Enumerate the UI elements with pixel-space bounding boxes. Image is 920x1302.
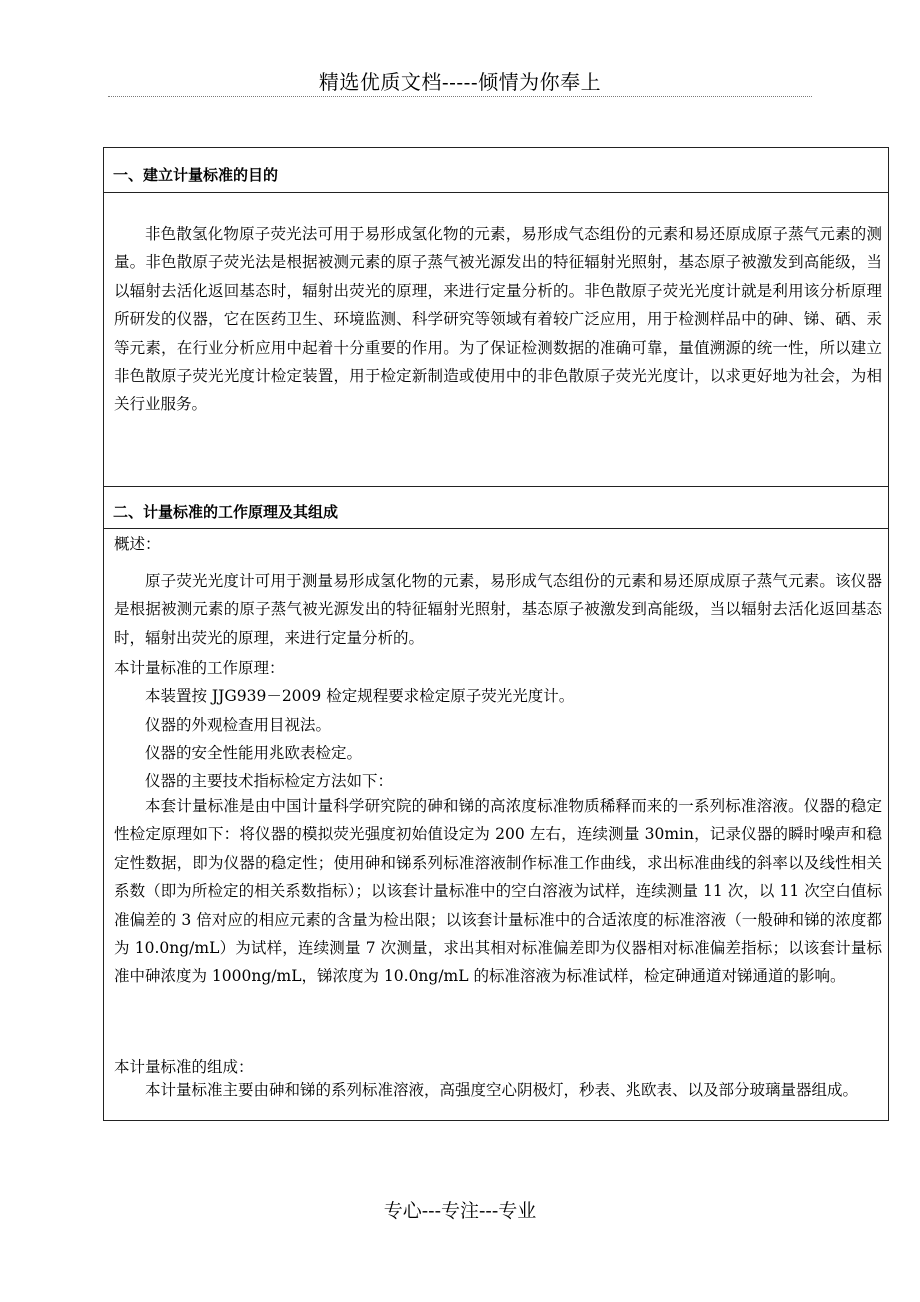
composition-body: 本计量标准主要由砷和锑的系列标准溶液，高强度空心阴极灯，秒表、兆欧表、以及部分玻璃量器组成。	[145, 1081, 859, 1099]
section1-title: 一、建立计量标准的目的	[113, 166, 279, 184]
header-rule	[108, 96, 812, 97]
section2-title: 二、计量标准的工作原理及其组成	[113, 503, 339, 521]
overview-label: 概述：	[114, 535, 161, 553]
document-table	[103, 147, 889, 1121]
principle-line-3: 仪器的安全性能用兆欧表检定。	[145, 744, 363, 762]
composition-label: 本计量标准的组成：	[114, 1058, 254, 1076]
section-divider	[104, 486, 888, 487]
overview-body: 原子荧光光度计可用于测量易形成氢化物的元素，易形成气态组份的元素和易还原成原子蒸气元素。该仪器是根据被测元素的原子蒸气被光源发出的特征辐射光照射，基态原子被激发到高能级，当以辐射去活化返回基态时，辐射出荧光的原理，来进行定量分析的。	[114, 572, 882, 647]
section1-title-divider	[104, 192, 888, 193]
principle-line-2: 仪器的外观检查用目视法。	[145, 716, 332, 734]
section1-body: 非色散氢化物原子荧光法可用于易形成氢化物的元素，易形成气态组份的元素和易还原成原子蒸气元素的测量。非色散原子荧光法是根据被测元素的原子蒸气被光源发出的特征辐射光照射，基态原子被激发到高能级，当以辐射去活化返回基态时，辐射出荧光的原理，来进行定量分析的。非色散原子荧光光度计就是利用该分析原理所研发的仪器，它在医药卫生、环境监测、科学研究等领域有着较广泛应用，用于检测样品中的砷、锑、硒、汞等元素，在行业分析应用中起着十分重要的作用。为了保证检测数据的准确可靠，量值溯源的统一性，所以建立非色散原子荧光光度计检定装置，用于检定新制造或使用中的非色散原子荧光光度计，以求更好地为社会，为相关行业服务。	[114, 225, 882, 414]
section2-title-divider	[104, 528, 888, 529]
principle-body: 本套计量标准是由中国计量科学研究院的砷和锑的高浓度标准物质稀释而来的一系列标准溶液。仪器的稳定性检定原理如下：将仪器的模拟荧光强度初始值设定为 200 左右，连续测量 30min，记录仪器的瞬时噪声和稳定性数据，即为仪器的稳定性；使用砷和锑系列标准溶液制作标准工作曲线，求出标准曲线的斜率以及线性相关系数（即为所检定的相关系数指标）；以该套计量标准中的空白溶液为试样，连续测量 11 次，以 11 次空白值标准偏差的 3 倍对应的相应元素的含量为检出限；以该套计量标准中的合适浓度的标准溶液（一般砷和锑的浓度都为 10.0ng/mL）为试样，连续测量 7 次测量，求出其相对标准偏差即为仪器相对标准偏差指标；以该套计量标准中砷浓度为 1000ng/mL，锑浓度为 10.0ng/mL 的标准溶液为标准试样，检定砷通道对锑通道的影响。	[114, 797, 882, 986]
principle-line-1: 本装置按 JJG939－2009 检定规程要求检定原子荧光光度计。	[145, 687, 575, 705]
principle-line-4: 仪器的主要技术指标检定方法如下：	[145, 772, 394, 790]
page-footer: 专心---专注---专业	[383, 1200, 537, 1222]
principle-label: 本计量标准的工作原理：	[114, 659, 285, 677]
page-header: 精选优质文档-----倾情为你奉上	[318, 70, 602, 94]
